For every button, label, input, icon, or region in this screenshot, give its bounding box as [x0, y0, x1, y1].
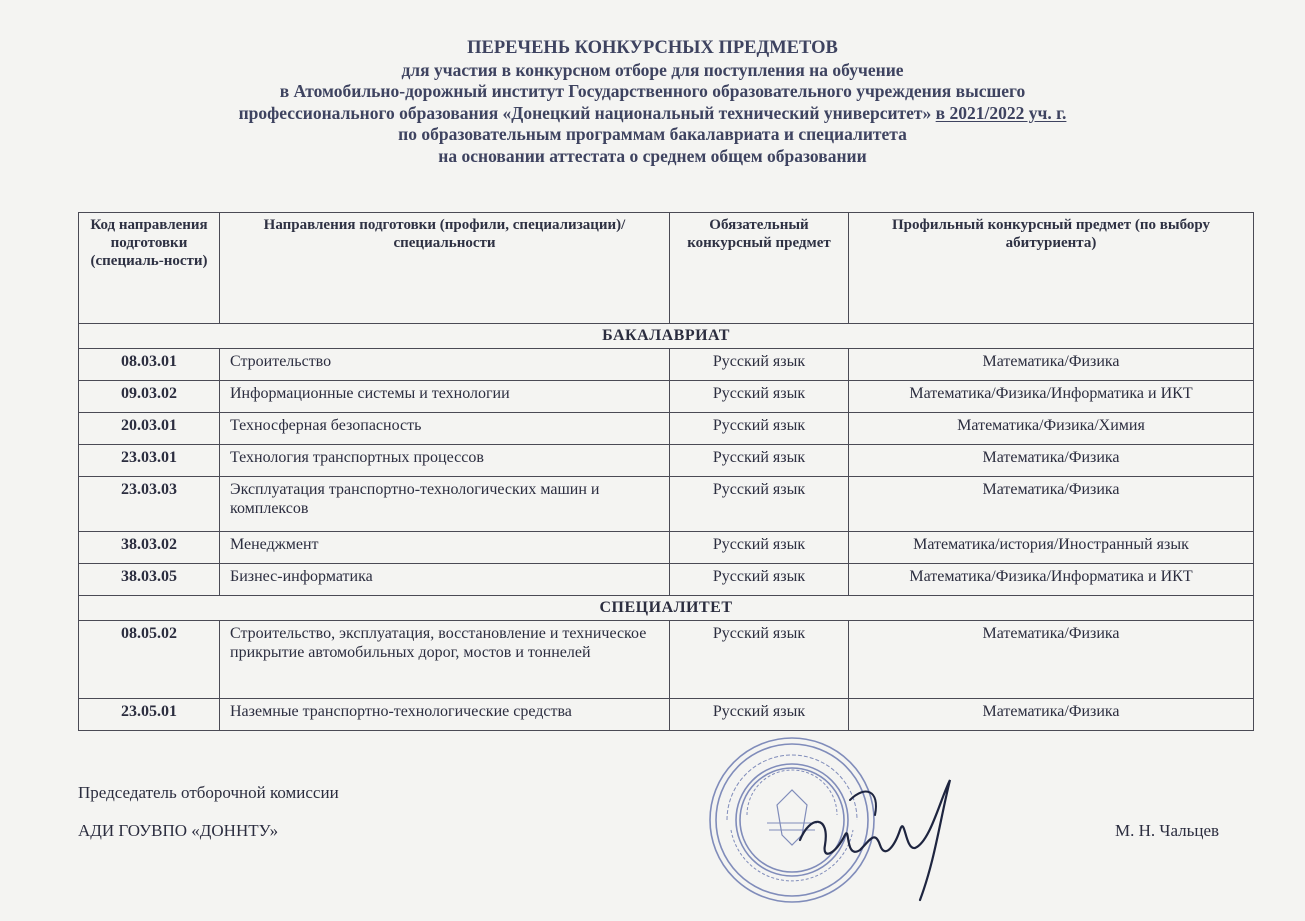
profile-subject: Математика/Физика [849, 621, 1254, 699]
program-code: 08.03.01 [79, 349, 220, 381]
profile-subject: Математика/Физика/Информатика и ИКТ [849, 564, 1254, 596]
header-line-2: для участия в конкурсном отборе для поступления на обучение [401, 59, 904, 80]
column-header-required-subject: Обязательный конкурсный предмет [670, 213, 849, 324]
program-code: 09.03.02 [79, 381, 220, 413]
subjects-table [78, 212, 1254, 731]
signatory-name: М. Н. Чальцев [1115, 821, 1220, 840]
header-line-4 [0, 103, 1305, 125]
section-row-bachelor [79, 324, 1254, 349]
required-subject: Русский язык [670, 445, 849, 477]
profile-subject: Математика/Физика/Химия [849, 413, 1254, 445]
table-row [79, 564, 1254, 596]
program-code: 20.03.01 [79, 413, 220, 445]
header-line-5: по образовательным программам бакалавриата и специалитета [398, 124, 907, 144]
program-name: Технология транспортных процессов [220, 445, 670, 477]
profile-subject: Математика/Физика [849, 699, 1254, 731]
required-subject: Русский язык [670, 477, 849, 532]
required-subject: Русский язык [670, 381, 849, 413]
program-name: Бизнес-информатика [220, 564, 670, 596]
program-name: Информационные системы и технологии [220, 381, 670, 413]
program-name: Менеджмент [220, 532, 670, 564]
profile-subject: Математика/Физика [849, 349, 1254, 381]
profile-subject: Математика/Физика [849, 477, 1254, 532]
header-line-4-main: профессионального образования «Донецкий национальный технический университет» [238, 102, 932, 123]
table-row [79, 621, 1254, 699]
required-subject: Русский язык [670, 699, 849, 731]
required-subject: Русский язык [670, 564, 849, 596]
table-row [79, 699, 1254, 731]
program-code: 23.03.01 [79, 445, 220, 477]
profile-subject: Математика/Физика/Информатика и ИКТ [849, 381, 1254, 413]
program-code: 38.03.02 [79, 532, 220, 564]
table-header-row [79, 213, 1254, 324]
section-title: БАКАЛАВРИАТ [79, 324, 1254, 349]
column-header-code: Код направления подготовки (специаль-ности) [79, 213, 220, 324]
program-code: 38.03.05 [79, 564, 220, 596]
section-row-specialist [79, 596, 1254, 621]
organization-name: АДИ ГОУВПО «ДОННТУ» [78, 821, 279, 840]
column-header-program: Направления подготовки (профили, специализации)/специальности [220, 213, 670, 324]
program-name: Строительство [220, 349, 670, 381]
table-row [79, 445, 1254, 477]
document-header [0, 38, 1305, 167]
header-line-6: на основании аттестата о среднем общем образовании [438, 145, 867, 166]
required-subject: Русский язык [670, 532, 849, 564]
profile-subject: Математика/Физика [849, 445, 1254, 477]
required-subject: Русский язык [670, 349, 849, 381]
table-row [79, 381, 1254, 413]
program-name: Наземные транспортно-технологические средства [220, 699, 670, 731]
table-row [79, 413, 1254, 445]
academic-year: в 2021/2022 уч. г. [935, 102, 1067, 123]
column-header-profile-subject: Профильный конкурсный предмет (по выбору абитуриента) [849, 213, 1254, 324]
table-row [79, 477, 1254, 532]
program-name: Эксплуатация транспортно-технологических машин и комплексов [220, 477, 670, 532]
program-name: Строительство, эксплуатация, восстановление и техническое прикрытие автомобильных дорог, мостов и тоннелей [220, 621, 670, 699]
required-subject: Русский язык [670, 621, 849, 699]
program-name: Техносферная безопасность [220, 413, 670, 445]
program-code: 08.05.02 [79, 621, 220, 699]
program-code: 23.03.03 [79, 477, 220, 532]
profile-subject: Математика/история/Иностранный язык [849, 532, 1254, 564]
header-line-3: в Атомобильно-дорожный институт Государственного образовательного учреждения высшего [279, 81, 1026, 101]
program-code: 23.05.01 [79, 699, 220, 731]
table-row [79, 349, 1254, 381]
document-title: ПЕРЕЧЕНЬ КОНКУРСНЫХ ПРЕДМЕТОВ [467, 38, 838, 58]
chair-title: Председатель отборочной комиссии [78, 783, 339, 802]
section-title: СПЕЦИАЛИТЕТ [79, 596, 1254, 621]
table-row [79, 532, 1254, 564]
required-subject: Русский язык [670, 413, 849, 445]
signature [790, 760, 990, 910]
